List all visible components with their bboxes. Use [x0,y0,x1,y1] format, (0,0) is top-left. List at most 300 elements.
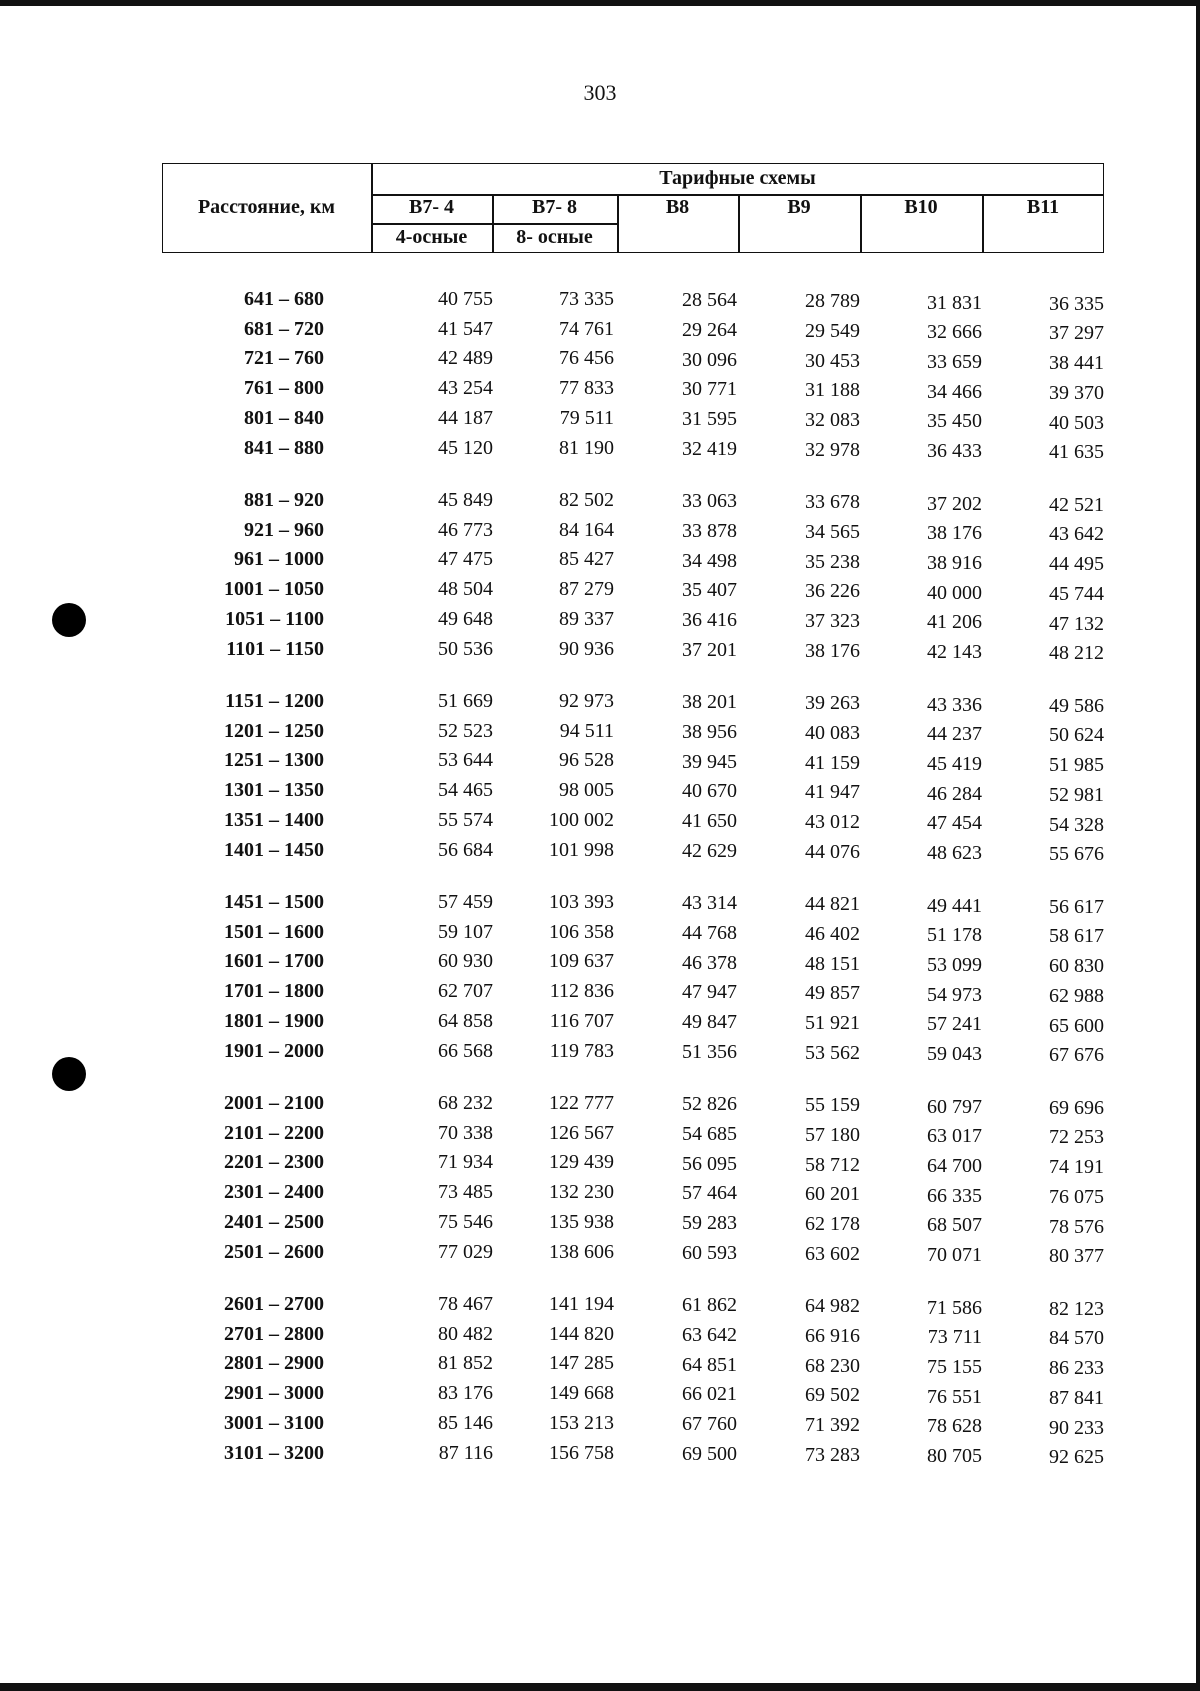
column-sub: 8- осные [516,226,593,248]
table-row [0,839,1200,867]
tariff-value: 89 337 [559,607,614,630]
tariff-value: 90 936 [559,637,614,660]
tariff-value: 43 254 [438,377,493,400]
tariff-value: 87 116 [438,1441,493,1464]
distance-range: 1151 – 1200 [225,690,324,712]
distance-range: 961 – 1000 [234,548,324,571]
tariff-value: 52 523 [438,719,493,742]
tariff-value: 37 201 [682,638,737,661]
tariff-value: 28 564 [682,289,737,312]
tariff-value: 38 201 [682,691,737,714]
tariff-value: 56 095 [682,1152,737,1175]
tariff-value: 51 178 [927,924,982,947]
tariff-value: 47 475 [438,548,493,571]
distance-range: 2901 – 3000 [224,1382,324,1405]
tariff-value: 43 012 [805,811,860,834]
tariff-value: 40 000 [927,581,982,604]
tariff-value: 37 297 [1049,322,1104,345]
tariff-value: 45 419 [927,752,982,775]
table-row [0,1040,1200,1068]
column-code: В7- 4 [409,196,454,218]
table-row [0,608,1200,636]
tariff-value: 31 188 [805,379,860,402]
tariff-schemes-header: Тарифные схемы [659,167,816,189]
distance-range: 3001 – 3100 [224,1411,324,1434]
tariff-value: 98 005 [559,779,614,802]
tariff-value: 64 858 [438,1009,493,1032]
tariff-value: 122 777 [549,1092,614,1114]
tariff-value: 36 226 [805,580,860,603]
tariff-value: 29 549 [805,320,860,343]
tariff-value: 141 194 [549,1293,614,1315]
table-row [0,318,1200,346]
distance-range: 1601 – 1700 [224,950,324,973]
tariff-value: 49 847 [682,1010,737,1033]
table-row [0,690,1200,718]
table-row [0,921,1200,949]
tariff-value: 42 521 [1049,493,1104,516]
tariff-value: 149 668 [549,1382,614,1405]
distance-range: 1201 – 1250 [224,719,324,742]
tariff-value: 74 191 [1049,1156,1104,1179]
tariff-value: 100 002 [549,808,614,831]
table-row [0,377,1200,405]
tariff-value: 73 283 [805,1443,860,1466]
tariff-value: 78 628 [927,1415,982,1438]
distance-range: 1801 – 1900 [224,1009,324,1032]
tariff-value: 44 495 [1049,553,1104,576]
tariff-value: 49 648 [438,607,493,630]
distance-range: 841 – 880 [244,436,324,459]
tariff-value: 59 283 [682,1211,737,1234]
tariff-value: 79 511 [559,406,614,429]
tariff-value: 80 705 [927,1445,982,1468]
tariff-value: 147 285 [549,1352,614,1375]
tariff-value: 64 851 [682,1353,737,1376]
table-row [0,1181,1200,1209]
tariff-value: 73 485 [438,1181,493,1204]
tariff-value: 41 650 [682,809,737,832]
tariff-value: 144 820 [549,1322,614,1345]
tariff-value: 83 176 [438,1382,493,1405]
scan-border-bottom [0,1683,1200,1691]
tariff-value: 39 945 [682,750,737,773]
tariff-value: 75 546 [438,1210,493,1233]
tariff-value: 33 878 [682,519,737,542]
tariff-value: 78 467 [438,1293,493,1315]
distance-range: 1901 – 2000 [224,1039,324,1062]
tariff-value: 77 029 [438,1240,493,1263]
distance-range: 801 – 840 [244,406,324,429]
tariff-value: 82 502 [559,489,614,511]
table-row [0,1010,1200,1038]
tariff-value: 44 187 [438,406,493,429]
distance-range: 2101 – 2200 [224,1121,324,1144]
tariff-value: 41 159 [805,751,860,774]
tariff-value: 33 678 [805,491,860,514]
tariff-value: 42 489 [438,347,493,370]
tariff-value: 67 676 [1049,1044,1104,1067]
column-code: В9 [787,196,811,218]
table-row [0,288,1200,316]
tariff-value: 76 551 [927,1385,982,1408]
tariff-value: 44 821 [805,893,860,916]
tariff-value: 46 284 [927,782,982,805]
tariff-value: 126 567 [549,1121,614,1144]
tariff-value: 36 335 [1049,292,1104,315]
tariff-value: 49 857 [805,982,860,1005]
tariff-value: 81 852 [438,1352,493,1375]
tariff-value: 50 536 [438,637,493,660]
tariff-value: 48 504 [438,578,493,601]
tariff-value: 51 669 [438,690,493,712]
tariff-value: 129 439 [549,1151,614,1174]
tariff-value: 70 338 [438,1121,493,1144]
tariff-value: 66 021 [682,1383,737,1406]
tariff-value: 78 576 [1049,1215,1104,1238]
tariff-value: 75 155 [927,1355,982,1378]
table-row [0,809,1200,837]
tariff-value: 57 459 [438,891,493,913]
tariff-value: 96 528 [559,749,614,772]
tariff-value: 55 574 [438,808,493,831]
tariff-value: 90 233 [1049,1416,1104,1439]
tariff-value: 46 378 [682,951,737,974]
tariff-value: 40 083 [805,722,860,745]
tariff-value: 70 071 [927,1244,982,1267]
column-code: В11 [1026,196,1060,218]
tariff-value: 33 063 [682,490,737,513]
table-row [0,1211,1200,1239]
table-row [0,1412,1200,1440]
tariff-value: 94 511 [559,719,614,742]
tariff-value: 47 947 [682,981,737,1004]
tariff-value: 32 083 [805,409,860,432]
tariff-value: 31 831 [927,291,982,314]
tariff-value: 76 075 [1049,1185,1104,1208]
tariff-value: 52 981 [1049,783,1104,806]
tariff-value: 60 830 [1049,955,1104,978]
tariff-value: 40 670 [682,780,737,803]
distance-range: 1451 – 1500 [224,891,324,913]
tariff-value: 51 921 [805,1012,860,1035]
tariff-value: 71 934 [438,1151,493,1174]
tariff-value: 38 441 [1049,352,1104,375]
tariff-value: 80 482 [438,1322,493,1345]
tariff-value: 61 862 [682,1294,737,1317]
table-row [0,779,1200,807]
distance-range: 1051 – 1100 [225,607,324,630]
tariff-value: 37 202 [927,492,982,515]
tariff-value: 56 684 [438,838,493,861]
tariff-value: 86 233 [1049,1357,1104,1380]
tariff-value: 38 176 [927,522,982,545]
tariff-value: 52 826 [682,1093,737,1116]
distance-range: 921 – 960 [244,518,324,541]
tariff-value: 32 978 [805,438,860,461]
tariff-value: 58 617 [1049,925,1104,948]
table-row [0,1151,1200,1179]
tariff-value: 66 335 [927,1184,982,1207]
tariff-value: 45 120 [438,436,493,459]
table-row [0,1293,1200,1321]
tariff-value: 81 190 [559,436,614,459]
tariff-value: 43 314 [682,892,737,915]
distance-range: 1301 – 1350 [224,779,324,802]
tariff-value: 57 464 [682,1182,737,1205]
tariff-value: 63 602 [805,1242,860,1265]
table-row [0,1382,1200,1410]
table-row [0,578,1200,606]
distance-range: 2301 – 2400 [224,1181,324,1204]
tariff-value: 47 132 [1049,612,1104,635]
tariff-value: 47 454 [927,812,982,835]
tariff-value: 41 547 [438,317,493,340]
tariff-value: 34 498 [682,549,737,572]
table-row [0,950,1200,978]
tariff-value: 54 685 [682,1122,737,1145]
distance-range: 2401 – 2500 [224,1210,324,1233]
table-row [0,749,1200,777]
tariff-value: 60 797 [927,1095,982,1118]
distance-header: Расстояние, км [197,196,336,218]
tariff-value: 58 712 [805,1153,860,1176]
tariff-value: 112 836 [549,980,614,1003]
distance-range: 3101 – 3200 [224,1441,324,1464]
tariff-value: 92 625 [1049,1446,1104,1469]
tariff-value: 74 761 [559,317,614,340]
tariff-value: 135 938 [549,1210,614,1233]
tariff-value: 85 146 [438,1411,493,1434]
tariff-value: 87 841 [1049,1386,1104,1409]
tariff-value: 63 017 [927,1125,982,1148]
tariff-value: 32 666 [927,321,982,344]
tariff-value: 84 164 [559,518,614,541]
tariff-value: 48 151 [805,952,860,975]
table-row [0,891,1200,919]
tariff-value: 46 402 [805,923,860,946]
tariff-value: 40 755 [438,288,493,310]
tariff-value: 42 629 [682,839,737,862]
tariff-value: 87 279 [559,578,614,601]
distance-range: 1251 – 1300 [224,749,324,772]
column-sub: 4-осные [395,226,468,248]
table-header [162,163,1104,255]
tariff-value: 46 773 [438,518,493,541]
table-row [0,1352,1200,1380]
tariff-value: 50 624 [1049,724,1104,747]
tariff-value: 34 565 [805,521,860,544]
tariff-value: 56 617 [1049,895,1104,918]
tariff-value: 53 644 [438,749,493,772]
tariff-value: 69 500 [682,1442,737,1465]
distance-range: 2501 – 2600 [224,1240,324,1263]
tariff-value: 116 707 [549,1009,614,1032]
tariff-value: 71 586 [927,1296,982,1319]
column-code: В7- 8 [532,196,577,218]
tariff-value: 48 623 [927,842,982,865]
tariff-value: 28 789 [805,290,860,313]
tariff-value: 59 043 [927,1043,982,1066]
tariff-value: 44 076 [805,840,860,863]
tariff-value: 82 123 [1049,1297,1104,1320]
tariff-value: 57 241 [927,1013,982,1036]
tariff-value: 67 760 [682,1412,737,1435]
column-code: В8 [665,196,690,218]
tariff-value: 35 407 [682,579,737,602]
tariff-value: 85 427 [559,548,614,571]
tariff-value: 35 238 [805,550,860,573]
tariff-value: 54 973 [927,983,982,1006]
tariff-value: 64 982 [805,1295,860,1318]
tariff-value: 32 419 [682,437,737,460]
tariff-value: 35 450 [927,410,982,433]
tariff-value: 48 212 [1049,642,1104,665]
distance-range: 2701 – 2800 [224,1322,324,1345]
table-row [0,1241,1200,1269]
tariff-value: 43 642 [1049,523,1104,546]
tariff-value: 132 230 [549,1181,614,1204]
tariff-value: 103 393 [549,891,614,913]
tariff-value: 62 178 [805,1213,860,1236]
tariff-value: 30 771 [682,378,737,401]
distance-range: 681 – 720 [244,317,324,340]
tariff-value: 153 213 [549,1411,614,1434]
distance-range: 1101 – 1150 [226,637,324,660]
tariff-value: 92 973 [559,690,614,712]
tariff-value: 54 465 [438,779,493,802]
tariff-value: 101 998 [549,838,614,861]
tariff-value: 73 335 [559,288,614,310]
tariff-value: 72 253 [1049,1126,1104,1149]
tariff-value: 80 377 [1049,1245,1104,1268]
tariff-value: 43 336 [927,693,982,716]
tariff-value: 66 568 [438,1039,493,1062]
tariff-value: 76 456 [559,347,614,370]
tariff-value: 31 595 [682,407,737,430]
tariff-value: 68 507 [927,1214,982,1237]
table-row [0,638,1200,666]
distance-range: 2201 – 2300 [224,1151,324,1174]
tariff-value: 45 849 [438,489,493,511]
table-row [0,407,1200,435]
page-number: 303 [583,80,617,105]
tariff-value: 109 637 [549,950,614,973]
tariff-value: 60 201 [805,1183,860,1206]
table-row [0,548,1200,576]
tariff-value: 38 956 [682,720,737,743]
tariff-value: 68 230 [805,1354,860,1377]
tariff-value: 42 143 [927,641,982,664]
tariff-value: 44 237 [927,723,982,746]
tariff-value: 30 096 [682,348,737,371]
tariff-value: 51 985 [1049,754,1104,777]
tariff-value: 77 833 [559,377,614,400]
tariff-value: 33 659 [927,350,982,373]
distance-range: 1501 – 1600 [224,920,324,943]
scan-border-top [0,0,1200,6]
table-row [0,720,1200,748]
column-code: В10 [904,196,938,218]
tariff-value: 41 206 [927,611,982,634]
table-row [0,437,1200,465]
tariff-value: 59 107 [438,920,493,943]
tariff-value: 53 562 [805,1041,860,1064]
tariff-value: 41 635 [1049,441,1104,464]
distance-range: 881 – 920 [244,489,324,511]
tariff-value: 49 586 [1049,694,1104,717]
distance-range: 1351 – 1400 [224,808,324,831]
table-row [0,1323,1200,1351]
tariff-value: 73 711 [927,1326,982,1349]
tariff-value: 39 370 [1049,381,1104,404]
tariff-value: 106 358 [549,920,614,943]
distance-range: 761 – 800 [244,377,324,400]
table-row [0,1442,1200,1470]
tariff-value: 138 606 [549,1240,614,1263]
tariff-value: 29 264 [682,318,737,341]
tariff-value: 66 916 [805,1325,860,1348]
tariff-value: 55 676 [1049,843,1104,866]
tariff-value: 51 356 [682,1040,737,1063]
distance-range: 2001 – 2100 [224,1092,324,1114]
tariff-value: 63 642 [682,1323,737,1346]
tariff-value: 39 263 [805,692,860,715]
tariff-value: 69 696 [1049,1096,1104,1119]
tariff-value: 62 707 [438,980,493,1003]
tariff-value: 37 323 [805,610,860,633]
tariff-value: 30 453 [805,349,860,372]
distance-range: 1001 – 1050 [224,578,324,601]
tariff-value: 69 502 [805,1384,860,1407]
table-row [0,1092,1200,1120]
tariff-value: 84 570 [1049,1327,1104,1350]
tariff-value: 64 700 [927,1154,982,1177]
distance-range: 2601 – 2700 [224,1293,324,1315]
table-row [0,519,1200,547]
tariff-value: 54 328 [1049,813,1104,836]
tariff-value: 65 600 [1049,1014,1104,1037]
tariff-value: 36 416 [682,608,737,631]
tariff-value: 60 593 [682,1241,737,1264]
tariff-value: 49 441 [927,894,982,917]
table-row [0,347,1200,375]
tariff-value: 57 180 [805,1124,860,1147]
tariff-value: 38 176 [805,639,860,662]
tariff-value: 156 758 [549,1441,614,1464]
distance-range: 2801 – 2900 [224,1352,324,1375]
tariff-value: 34 466 [927,380,982,403]
distance-range: 641 – 680 [244,288,324,310]
distance-range: 1701 – 1800 [224,980,324,1003]
tariff-value: 60 930 [438,950,493,973]
distance-range: 721 – 760 [244,347,324,370]
tariff-value: 71 392 [805,1414,860,1437]
tariff-value: 41 947 [805,781,860,804]
distance-range: 1401 – 1450 [224,838,324,861]
tariff-value: 40 503 [1049,411,1104,434]
tariff-value: 44 768 [682,921,737,944]
tariff-value: 53 099 [927,953,982,976]
tariff-value: 55 159 [805,1094,860,1117]
tariff-value: 62 988 [1049,984,1104,1007]
table-row [0,489,1200,517]
tariff-value: 68 232 [438,1092,493,1114]
tariff-value: 36 433 [927,440,982,463]
table-row [0,1122,1200,1150]
tariff-value: 119 783 [549,1039,614,1062]
table-row [0,980,1200,1008]
